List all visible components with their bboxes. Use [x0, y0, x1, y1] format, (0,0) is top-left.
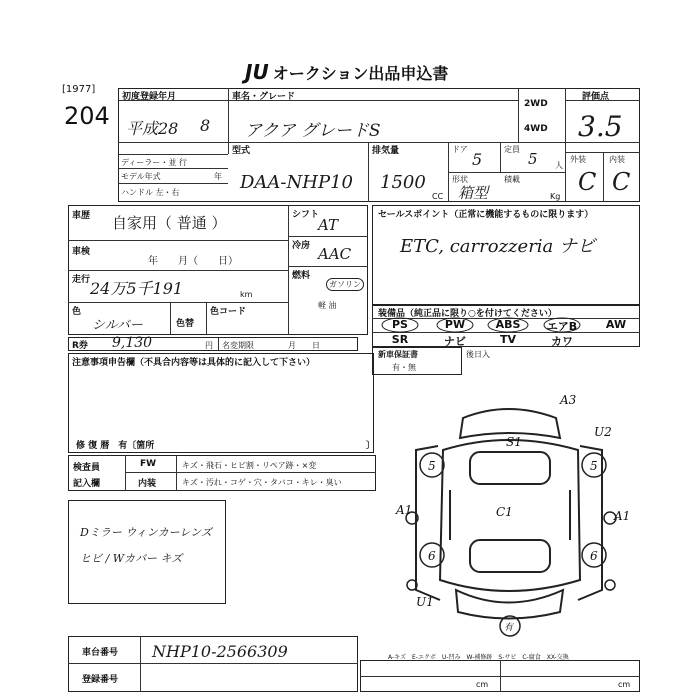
repair-label: 修 復 暦 有〔箇所	[76, 441, 155, 451]
inspector-label-2: 記入欄	[73, 479, 101, 489]
ext-value: C	[578, 168, 597, 196]
form-code: [1977]	[62, 84, 96, 95]
int-value: C	[612, 168, 631, 196]
color-label: 色	[72, 307, 82, 317]
shift-value: AT	[318, 216, 339, 234]
ac-value: AAC	[318, 245, 352, 263]
displacement-value: 1500	[380, 172, 426, 193]
cc-unit: CC	[432, 192, 444, 201]
capacity-value: 5	[528, 150, 538, 168]
equipment-circles	[376, 317, 640, 333]
type-value: DAA-NHP10	[240, 172, 353, 193]
mark-u1: U1	[416, 595, 434, 609]
notes-label: 注意事項申告欄（不具合内容等は具体的に記入して下さい）	[72, 358, 316, 368]
warranty-label: 新車保証書	[378, 350, 418, 359]
chassis-value: NHP10-2566309	[152, 642, 288, 661]
recycle-unit: 円	[205, 341, 213, 350]
chassis-label: 車台番号	[82, 648, 119, 658]
shape-value: 箱型	[458, 184, 489, 202]
trim-color-label: 色替	[176, 319, 195, 329]
car-name-label: 車名・グレード	[232, 92, 296, 102]
ac-label: 冷房	[292, 241, 311, 251]
equip-aw: AW	[605, 318, 627, 331]
type-label: 型式	[232, 146, 251, 156]
tire-rear-right: 6	[590, 549, 598, 563]
capacity-label: 定員	[504, 145, 520, 154]
shift-label: シフト	[292, 210, 320, 220]
cm-unit-1: cm	[476, 680, 489, 689]
mileage-label: 走行	[72, 275, 91, 285]
fuel-diesel: 軽 油	[318, 301, 337, 310]
fuel-label: 燃料	[292, 271, 311, 281]
form-title-text: オークション出品申込書	[272, 64, 449, 83]
equip-leather: カワ	[551, 335, 573, 348]
mileage-unit: km	[240, 290, 253, 299]
form-title	[245, 60, 448, 84]
ju-logo: JU	[245, 60, 269, 84]
recycle-label: R券	[72, 341, 88, 351]
door-value: 5	[472, 150, 483, 169]
model-year-label: モデル年式	[121, 172, 161, 181]
car-damage-diagram	[388, 390, 640, 640]
inspector-note: Dミラー ウィンカーレンズヒビ / Wカバー キズ	[80, 526, 212, 565]
door-label: ドア	[452, 145, 468, 154]
equipment-label: 装備品（純正品に限り○を付けてください）	[378, 309, 557, 319]
capacity-unit: 人	[555, 161, 563, 170]
dealer-label: ディーラー・並 行	[121, 158, 187, 167]
color-code-label: 色コード	[210, 307, 247, 317]
int-label: 内装	[609, 155, 625, 164]
fw-label: FW	[140, 459, 157, 469]
inspection-fields: 年 月（ 日）	[148, 256, 238, 267]
tire-front-left: 5	[428, 459, 436, 473]
recycle-value: 9,130	[112, 335, 153, 351]
equip-tv: TV	[499, 333, 517, 346]
tire-front-right: 5	[590, 459, 598, 473]
repair-end: 〕	[366, 441, 376, 451]
inspector-label-1: 検査員	[73, 463, 101, 473]
damage-legend: A-キズ E-エクボ U-凹み W-補修跡 S-サビ C-腐食 XX-交換	[388, 654, 569, 661]
ext-label: 外装	[570, 155, 586, 164]
color-value: シルバー	[92, 318, 143, 333]
name-change-label: 名変期限	[222, 341, 254, 350]
history-label: 車歴	[72, 211, 91, 221]
selling-value: ETC, carrozzeria ナビ	[400, 236, 596, 257]
inspection-label: 車検	[72, 247, 91, 257]
first-reg-month: 8	[200, 116, 211, 135]
load-label: 積載	[504, 175, 520, 184]
car-name-value: アクア グレードS	[245, 121, 381, 141]
mark-u2: U2	[594, 425, 612, 439]
mileage-value: 24万5千191	[90, 279, 184, 298]
fuel-gas: ガソリン	[326, 278, 364, 291]
fw-items: キズ・飛石・ヒビ割・リペア跡・×変	[182, 461, 317, 470]
warranty-after-label: 後日入	[466, 350, 490, 359]
equip-abs: ABS	[495, 318, 521, 331]
equip-airbag: エアB	[546, 320, 578, 333]
cm-unit-2: cm	[618, 680, 631, 689]
spare-stamp: 有	[504, 623, 514, 633]
inspector-int-label: 内装	[138, 479, 157, 489]
displacement-label: 排気量	[372, 146, 400, 156]
equip-pw: PW	[444, 318, 466, 331]
mark-s1: S1	[506, 435, 522, 449]
first-reg-value: 平成28	[126, 119, 179, 138]
drive-2wd: 2WD	[524, 99, 548, 109]
score-label: 評価点	[582, 92, 610, 102]
warranty-value: 有・無	[392, 363, 416, 372]
mark-a1: A1	[396, 503, 413, 517]
lot-number: 204	[64, 102, 110, 130]
history-value: 自家用（ 普通 ）	[112, 214, 227, 232]
int-items: キズ・汚れ・コゲ・穴・タバコ・キレ・臭い	[182, 478, 342, 487]
name-change-fields: 月 日	[288, 341, 320, 350]
tire-rear-left: 6	[428, 549, 436, 563]
equip-sr: SR	[391, 333, 409, 346]
mark-a3: A3	[560, 393, 577, 407]
plate-label: 登録番号	[82, 675, 119, 685]
mark-a1-right: A1	[614, 509, 631, 523]
mark-c1: C1	[496, 505, 513, 519]
shape-label: 形状	[452, 175, 468, 184]
equip-ps: PS	[392, 318, 408, 331]
selling-label: セールスポイント（正常に機能するものに限ります）	[378, 210, 594, 220]
drive-4wd: 4WD	[524, 124, 548, 134]
first-reg-label: 初度登録年月	[122, 92, 177, 102]
kg-unit: Kg	[550, 192, 561, 201]
handle-label: ハンドル 左・右	[121, 188, 180, 197]
score-value: 3.5	[578, 110, 623, 143]
model-year-unit: 年	[214, 172, 222, 181]
equip-navi: ナビ	[444, 335, 466, 348]
